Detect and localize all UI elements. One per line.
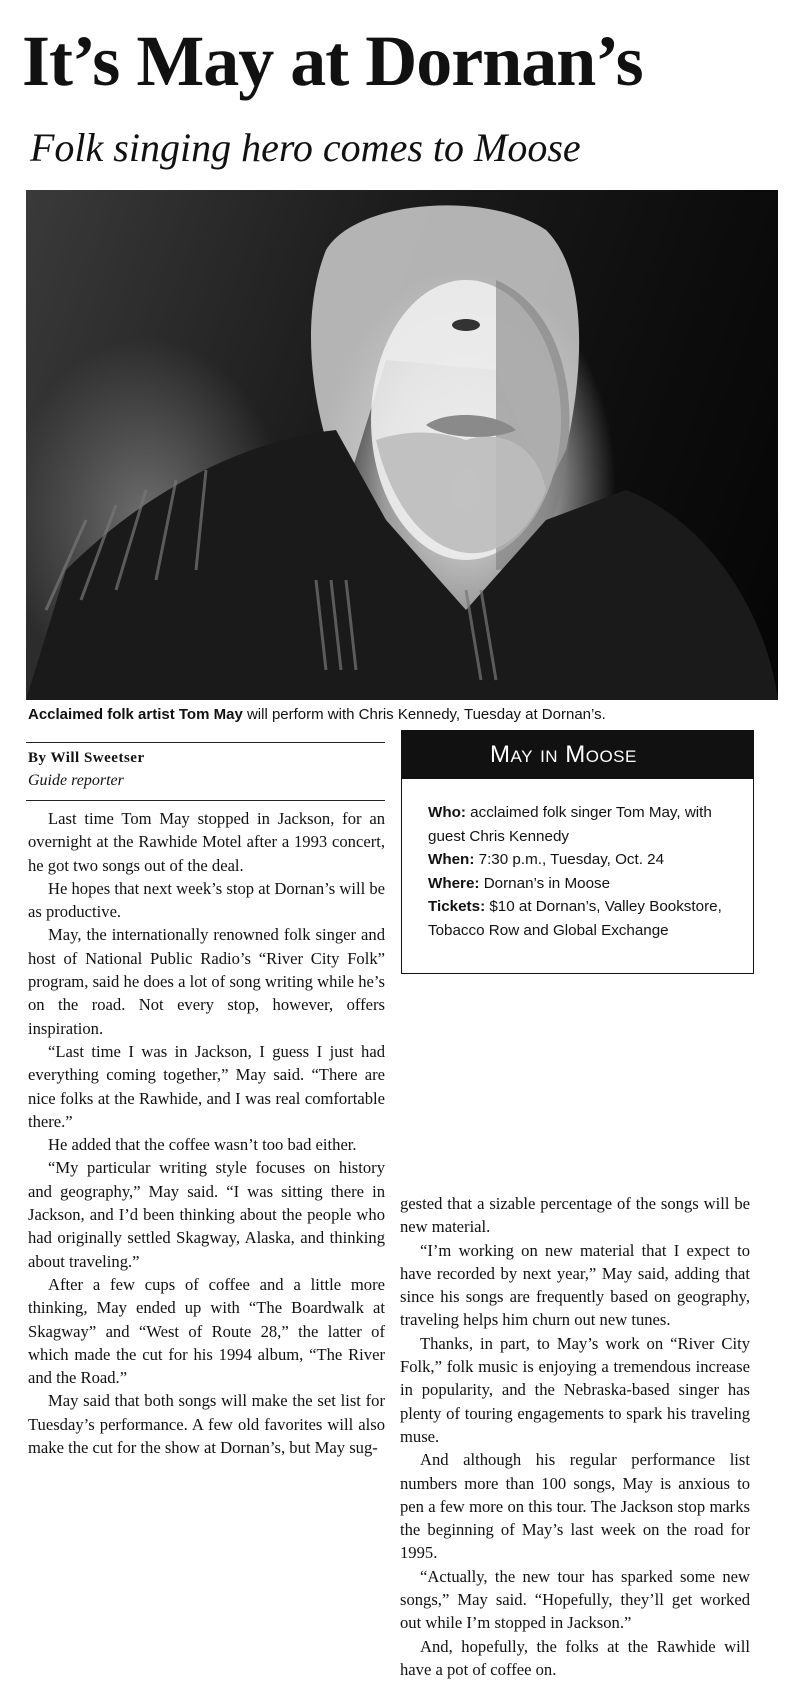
subheadline: Folk singing hero comes to Moose <box>30 125 581 170</box>
paragraph: After a few cups of coffee and a little more thinking, May ended up with “The Boardwalk at Skagway” and “West of Route 28,” the latter of which made the cut for his 1994 album, “The River and the Road.” <box>28 1274 385 1388</box>
info-who-value: acclaimed folk singer Tom May, with guest Chris Kennedy <box>428 804 712 845</box>
info-box <box>401 730 754 974</box>
info-when-value: 7:30 p.m., Tuesday, Oct. 24 <box>474 851 665 869</box>
info-when-label: When: <box>428 851 475 869</box>
headline: It’s May at Dornan’s <box>22 21 643 101</box>
info-tickets <box>428 895 743 942</box>
info-where-value: Dornan’s in Moose <box>479 874 611 892</box>
portrait-illustration <box>26 190 778 700</box>
portrait-photo <box>26 190 778 700</box>
paragraph: “I’m working on new material that I expect to have recorded by next year,” May said, adding that since his songs are frequently based on geography, traveling helps him churn out new tunes. <box>400 1240 750 1330</box>
paragraph: “My particular writing style focuses on history and geography,” May said. “I was sitting there in Jackson, and I’d been thinking about the people who had originally settled Skagway, Alaska, and thinking about traveling.” <box>28 1158 385 1271</box>
photo-caption <box>28 706 788 723</box>
paragraph: “Actually, the new tour has sparked some new songs,” May said. “Hopefully, they’ll get worked out while I’m stopped in Jackson.” <box>400 1566 750 1633</box>
info-who <box>428 801 743 848</box>
reporter-role: Guide reporter <box>28 772 124 789</box>
info-who-label: Who: <box>428 804 466 821</box>
byline: By Will Sweetser <box>28 750 145 766</box>
paragraph: May, the internationally renowned folk singer and host of National Public Radio’s “River City Folk” program, said he does a lot of song writing while he’s on the road. Not every stop, however, offers inspiration. <box>28 925 385 1038</box>
byline-rule-bottom <box>26 800 385 801</box>
paragraph: And although his regular performance list numbers more than 100 songs, May is anxious to pen a few more on this tour. The Jackson stop marks the beginning of May’s last week on the road for 1995. <box>400 1450 750 1563</box>
info-tickets-label: Tickets: <box>428 898 486 916</box>
paragraph: Thanks, in part, to May’s work on “River City Folk,” folk music is enjoying a tremendous increase in popularity, and the Nebraska-based singer has plenty of touring engagements to spark his traveling muse. <box>400 1333 750 1446</box>
info-box-body <box>402 779 753 943</box>
paragraph: And, hopefully, the folks at the Rawhide will have a pot of coffee on. <box>400 1636 750 1679</box>
info-box-title: May in Moose <box>402 731 753 779</box>
paragraph: Last time Tom May stopped in Jackson, for an overnight at the Rawhide Motel after a 1993 concert, he got two songs out of the deal. <box>28 809 385 875</box>
info-where <box>428 872 743 896</box>
caption-bold: Acclaimed folk artist Tom May <box>28 706 243 723</box>
paragraph: He hopes that next week’s stop at Dornan’s will be as productive. <box>28 878 385 922</box>
paragraph-continuation: gested that a sizable percentage of the songs will be new material. <box>400 1194 750 1237</box>
caption-text: will perform with Chris Kennedy, Tuesday at Dornan’s. <box>242 706 606 723</box>
paragraph: May said that both songs will make the set list for Tuesday’s performance. A few old favorites will also make the cut for the show at Dornan’s, but May sug- <box>28 1391 385 1458</box>
byline-rule-top <box>26 742 385 743</box>
info-tickets-value: $10 at Dornan’s, Valley Bookstore, Tobacco Row and Global Exchange <box>428 898 722 939</box>
info-where-label: Where: <box>428 874 480 892</box>
paragraph: He added that the coffee wasn’t too bad either. <box>48 1135 357 1155</box>
article-column-1 <box>28 807 385 1459</box>
paragraph: “Last time I was in Jackson, I guess I just had everything coming together,” May said. “There are nice folks at the Rawhide, and I was real comfortable there.” <box>28 1041 385 1131</box>
info-when <box>428 848 743 872</box>
